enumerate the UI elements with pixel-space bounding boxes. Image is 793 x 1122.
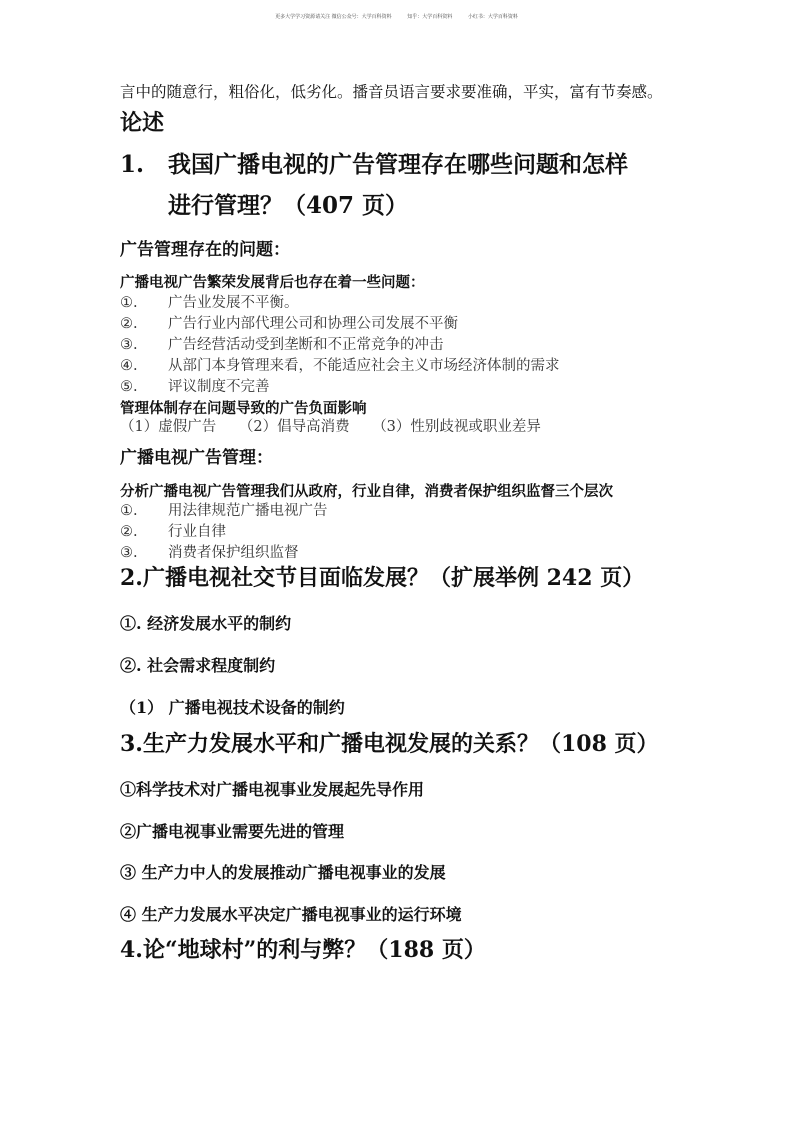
question-2-point: ①. 经济发展水平的制约 [120, 614, 292, 633]
question-2-point: （1） 广播电视技术设备的制约 [120, 698, 345, 717]
question-3-title: 3.生产力发展水平和广播电视发展的关系？（108 页） [120, 731, 659, 757]
list-item-number: ③. [120, 545, 138, 561]
list-item-text: 行业自律 [168, 524, 226, 540]
effects-inline-list [120, 415, 559, 436]
list-item-text: 消费者保护组织监督 [168, 545, 299, 561]
continuation-paragraph: 言中的随意行，粗俗化，低劣化。播音员语言要求要准确，平实，富有节奏感。 [120, 83, 663, 101]
subheading-management: 广播电视广告管理： [120, 448, 273, 468]
list-item [120, 333, 444, 354]
section-title: 论述 [120, 110, 165, 136]
list-item [120, 312, 458, 333]
question-2-title: 2.广播电视社交节目面临发展？（扩展举例 242 页） [120, 565, 645, 591]
question-1-title-line1 [120, 146, 628, 179]
management-lead: 分析广播电视广告管理我们从政府，行业自律，消费者保护组织监督三个层次 [120, 483, 613, 500]
problems-lead: 广播电视广告繁荣发展背后也存在着一些问题： [120, 274, 425, 291]
effect-item: （3）性别歧视或职业差异 [372, 419, 541, 435]
list-item-text: 评议制度不完善 [168, 379, 270, 395]
list-item [120, 291, 299, 312]
list-item-number: ④. [120, 358, 138, 374]
list-item [120, 541, 299, 562]
list-item [120, 354, 560, 375]
header-xiaohongshu-note: 小红书：大学百科资料 [467, 14, 518, 20]
list-item-text: 广告经营活动受到垄断和不正常竞争的冲击 [168, 337, 444, 353]
list-item [120, 520, 226, 541]
question-2-point: ②. 社会需求程度制约 [120, 656, 276, 675]
question-4-title: 4.论“地球村”的利与弊？（188 页） [120, 937, 486, 963]
question-1-number: 1. [120, 151, 145, 178]
question-1-title-line2: 进行管理？（407 页） [168, 192, 409, 219]
list-item-text: 从部门本身管理来看，不能适应社会主义市场经济体制的需求 [168, 358, 560, 374]
effect-item: （2）倡导高消费 [238, 419, 350, 435]
list-item [120, 375, 270, 396]
question-3-point: ④ 生产力发展水平决定广播电视事业的运行环境 [120, 905, 462, 924]
list-item-number: ②. [120, 524, 138, 540]
effect-item: （1）虚假广告 [120, 419, 217, 435]
effects-lead: 管理体制存在问题导致的广告负面影响 [120, 400, 367, 417]
question-1-title-text: 我国广播电视的广告管理存在哪些问题和怎样 [168, 151, 628, 178]
subheading-problems: 广告管理存在的问题： [120, 240, 290, 260]
list-item-text: 广告业发展不平衡。 [168, 295, 299, 311]
list-item-number: ②. [120, 316, 138, 332]
list-item [120, 499, 328, 520]
list-item-number: ①. [120, 295, 138, 311]
page-header [0, 13, 793, 20]
list-item-number: ③. [120, 337, 138, 353]
list-item-number: ⑤. [120, 379, 138, 395]
header-zhihu-note: 知乎：大学百科资料 [407, 14, 453, 20]
list-item-text: 用法律规范广播电视广告 [168, 503, 328, 519]
question-3-point: ①科学技术对广播电视事业发展起先导作用 [120, 780, 425, 799]
list-item-text: 广告行业内部代理公司和协理公司发展不平衡 [168, 316, 458, 332]
header-wechat-note: 更多大学学习资源请关注 微信公众号：大学百科资料 [275, 14, 392, 20]
question-3-point: ②广播电视事业需要先进的管理 [120, 822, 345, 841]
question-3-point: ③ 生产力中人的发展推动广播电视事业的发展 [120, 863, 446, 882]
list-item-number: ①. [120, 503, 138, 519]
